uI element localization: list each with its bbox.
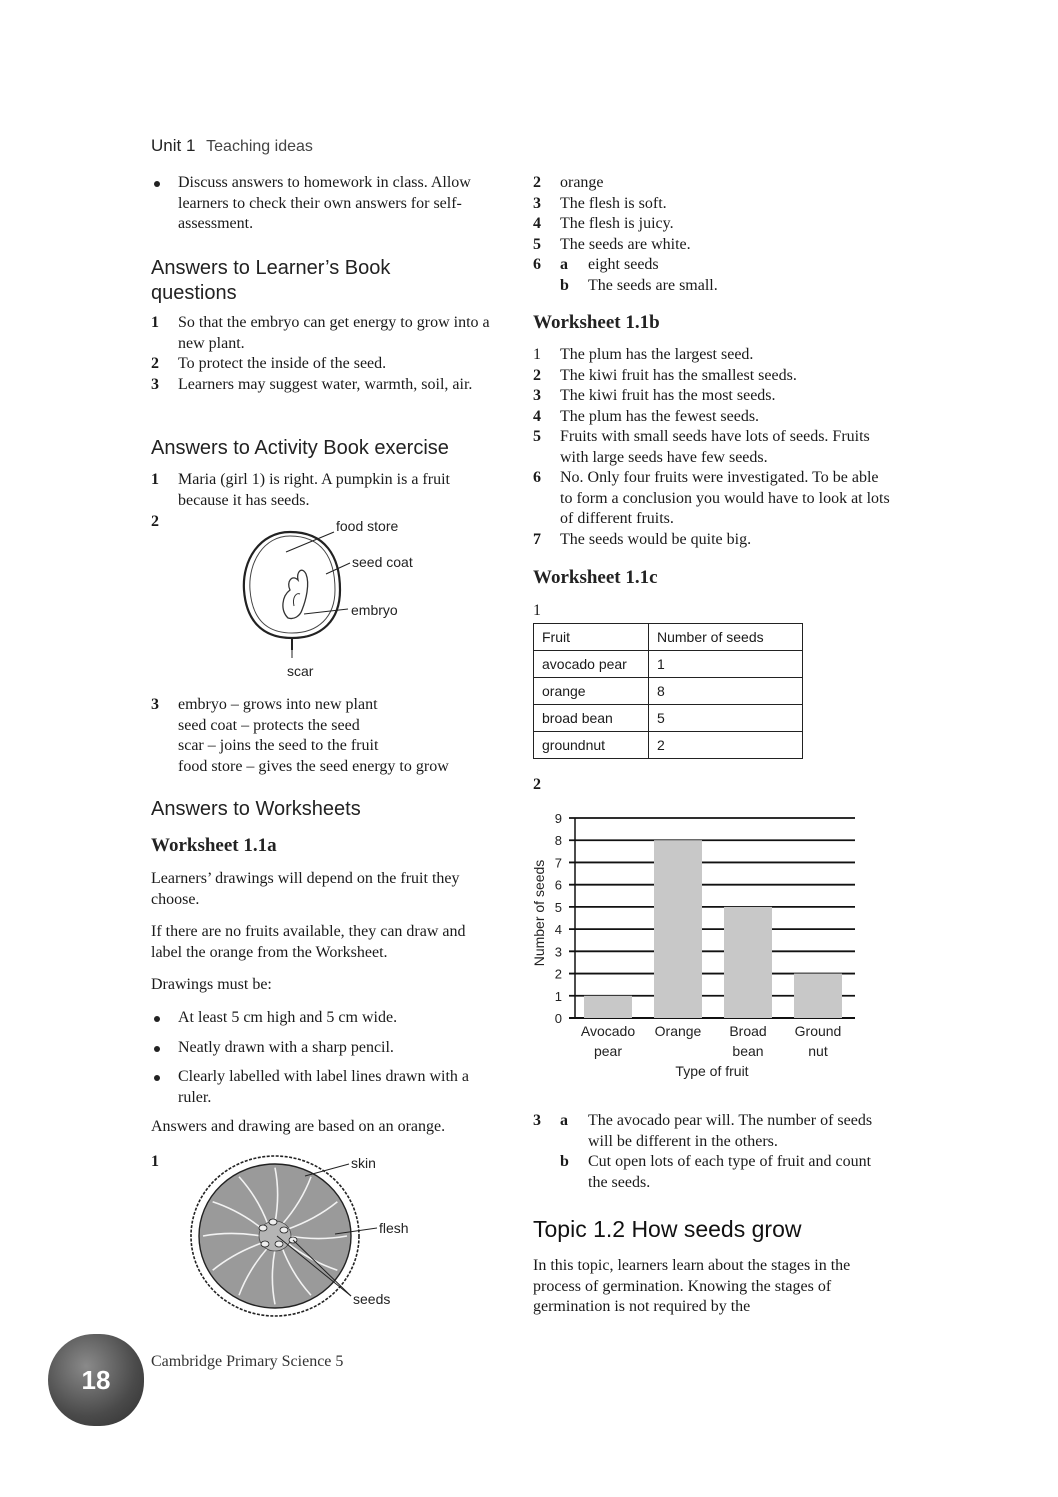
table-header-seeds: Number of seeds (649, 624, 803, 651)
worksheet-1-1c-heading: Worksheet 1.1c (533, 567, 658, 588)
table-cell: 8 (649, 678, 803, 705)
list-item: 7 The seeds would be quite big. (533, 530, 752, 548)
chart-y-tick-label: 1 (554, 988, 562, 1004)
flesh-label: flesh (379, 1220, 409, 1236)
chart-bar (584, 996, 632, 1018)
list-item: 2 To protect the inside of the seed. (151, 355, 387, 372)
chart-y-tick-label: 7 (554, 855, 562, 871)
list-item: At least 5 cm high and 5 cm wide. (151, 1008, 496, 1029)
orange-diagram (185, 1148, 435, 1333)
list-item: Neatly drawn with a sharp pencil. (151, 1038, 496, 1059)
list-item: 6 a eight seeds b The seeds are small. (533, 255, 893, 296)
chart-x-tick-label: nut (808, 1043, 828, 1059)
chart-y-ticks (555, 811, 562, 1026)
chart-bar (794, 974, 842, 1018)
sub-item: b The seeds are small. (560, 276, 718, 294)
seeds-table (533, 623, 803, 759)
table-cell: groundnut (534, 732, 649, 759)
sub-item: a eight seeds (560, 256, 659, 273)
list-item: 2 orange (533, 174, 604, 191)
list-item: 1 The plum has the largest seed. (533, 346, 754, 363)
chart-x-tick-label: Avocado (580, 1023, 636, 1039)
learners-book-heading: Answers to Learner’s Book questions (151, 257, 391, 304)
table-cell: broad bean (534, 705, 649, 732)
chart-y-tick-label: 5 (554, 899, 562, 915)
seed-diagram (230, 510, 430, 685)
worksheet-1-1a-paragraph-3: Drawings must be: (151, 976, 272, 993)
chart-x-tick-label: pear (593, 1043, 623, 1059)
list-item: 5 The seeds are white. (533, 235, 691, 253)
intro-bullet-list (151, 173, 496, 235)
list-item: 1 Maria (girl 1) is right. A pumpkin is a fruit because it has seeds. (151, 471, 450, 509)
drawing-rules-list (151, 1008, 496, 1108)
table-cell: 1 (649, 651, 803, 678)
chart-y-axis-label: Number of seeds (531, 859, 547, 967)
list-item: 3 The flesh is soft. (533, 194, 667, 212)
list-item: 6 No. Only four fruits were investigated. To be able to form a conclusion you would have to look at lots of different fruits. (533, 469, 890, 527)
sub-item: a The avocado pear will. The number of seeds will be different in the others. (560, 1112, 873, 1150)
list-item: 2 The kiwi fruit has the smallest seeds. (533, 366, 797, 384)
worksheet-1-1a-paragraph-4: Answers and drawing are based on an orange. (151, 1118, 446, 1135)
food-store-label: food store (336, 518, 399, 534)
page-number: 18 (81, 1364, 111, 1395)
worksheet-1-1a-heading: Worksheet 1.1a (151, 835, 277, 856)
intro-bullet: Discuss answers to homework in class. Allow learners to check their own answers for self-assessment. (151, 173, 496, 235)
worksheet-1-1b-answers (533, 345, 893, 550)
list-item: 3 Learners may suggest water, warmth, soil, air. (151, 375, 473, 393)
embryo-detail (293, 594, 300, 606)
worksheet-1-1c-question-2: 2 (533, 776, 541, 793)
table-row (534, 732, 803, 759)
table-row (534, 678, 803, 705)
section-label: Teaching ideas (206, 138, 313, 155)
chart-y-tick-label: 9 (554, 811, 562, 826)
table-header-row (534, 624, 803, 651)
page-number-badge (48, 1334, 144, 1426)
chart-y-tick-label: 8 (554, 833, 562, 849)
chart-x-tick-label: bean (732, 1043, 764, 1059)
table-cell: orange (534, 678, 649, 705)
chart-y-tick-label: 4 (554, 922, 562, 938)
list-item: 3 The kiwi fruit has the most seeds. (533, 387, 776, 404)
chart-bar (654, 840, 702, 1018)
chart-x-ticks (581, 1023, 841, 1059)
embryo-shape (283, 570, 308, 618)
worksheet-1-1a-paragraph-1: Learners’ drawings will depend on the fruit they choose. (151, 870, 460, 908)
chart-y-tick-label: 3 (554, 944, 562, 960)
worksheet-1-1c-question-1: 1 (533, 602, 541, 619)
chart-y-tick-label: 0 (554, 1011, 562, 1026)
chart-bar (724, 907, 772, 1018)
table-cell: 2 (649, 732, 803, 759)
sub-item: b Cut open lots of each type of fruit and count the seeds. (560, 1153, 872, 1191)
worksheet-1-1a-paragraph-2: If there are no fruits available, they can draw and label the orange from the Worksheet. (151, 923, 466, 961)
list-item: 1 So that the embryo can get energy to grow into a new plant. (151, 314, 490, 352)
table-cell: 5 (649, 705, 803, 732)
seed-coat-label: seed coat (352, 554, 413, 570)
topic-paragraph: In this topic, learners learn about the stages in the process of germination. Knowing the stages of germination is not required by the (533, 1257, 851, 1315)
worksheet-1-1c-question-3 (533, 1111, 893, 1193)
chart-y-tick-label: 6 (554, 877, 562, 893)
embryo-label: embryo (351, 602, 398, 618)
part-line: scar – joins the seed to the fruit (178, 737, 379, 754)
chart-x-axis-label: Type of fruit (675, 1063, 749, 1079)
table-row (534, 705, 803, 732)
chart-x-tick-label: Broad (729, 1023, 767, 1039)
seeds-label: seeds (353, 1291, 391, 1307)
part-line: embryo – grows into new plant (178, 696, 378, 713)
activity-book-heading: Answers to Activity Book exercise (151, 437, 449, 459)
orange-question-number: 1 (151, 1153, 159, 1170)
table-cell: avocado pear (534, 651, 649, 678)
part-line: seed coat – protects the seed (178, 716, 360, 734)
skin-leader-line (305, 1164, 349, 1176)
unit-label: Unit 1 (151, 136, 196, 155)
list-item: 4 The plum has the fewest seeds. (533, 407, 760, 425)
scar-label: scar (287, 663, 314, 679)
skin-label: skin (351, 1155, 376, 1171)
running-head (151, 136, 313, 158)
topic-heading: Topic 1.2 How seeds grow (533, 1216, 802, 1242)
chart-x-tick-label: Ground (794, 1023, 842, 1039)
list-item: 3 embryo – grows into new plant seed coat – protects the seed scar – joins the seed to the fruit food store – gives the seed energy to grow (151, 695, 501, 777)
activity-book-answer-2-number: 2 (151, 513, 159, 530)
seeds-bar-chart (525, 805, 865, 1085)
book-title: Cambridge Primary Science 5 (151, 1353, 344, 1370)
list-item: 3 a The avocado pear will. The number of seeds will be different in the others. b Cut open lots of each type of fruit and count the seeds. (533, 1111, 893, 1193)
worksheet-1-1b-heading: Worksheet 1.1b (533, 312, 660, 333)
list-item: Clearly labelled with label lines drawn with a ruler. (151, 1067, 496, 1108)
list-item: 5 Fruits with small seeds have lots of seeds. Fruits with large seeds have few seeds. (533, 428, 870, 466)
worksheets-heading: Answers to Worksheets (151, 798, 361, 820)
seed-coat-outline (244, 532, 340, 638)
table-row (534, 651, 803, 678)
learners-book-answers (151, 313, 496, 395)
chart-y-tick-label: 2 (554, 966, 562, 982)
list-item: 4 The flesh is juicy. (533, 215, 674, 232)
activity-continued-list (533, 173, 893, 296)
table-header-fruit: Fruit (534, 624, 649, 651)
embryo-leader-line (304, 609, 348, 614)
activity-book-answer-1 (151, 470, 501, 511)
part-line: food store – gives the seed energy to grow (178, 757, 449, 775)
chart-x-tick-label: Orange (654, 1023, 702, 1039)
activity-book-answer-3 (151, 695, 501, 777)
